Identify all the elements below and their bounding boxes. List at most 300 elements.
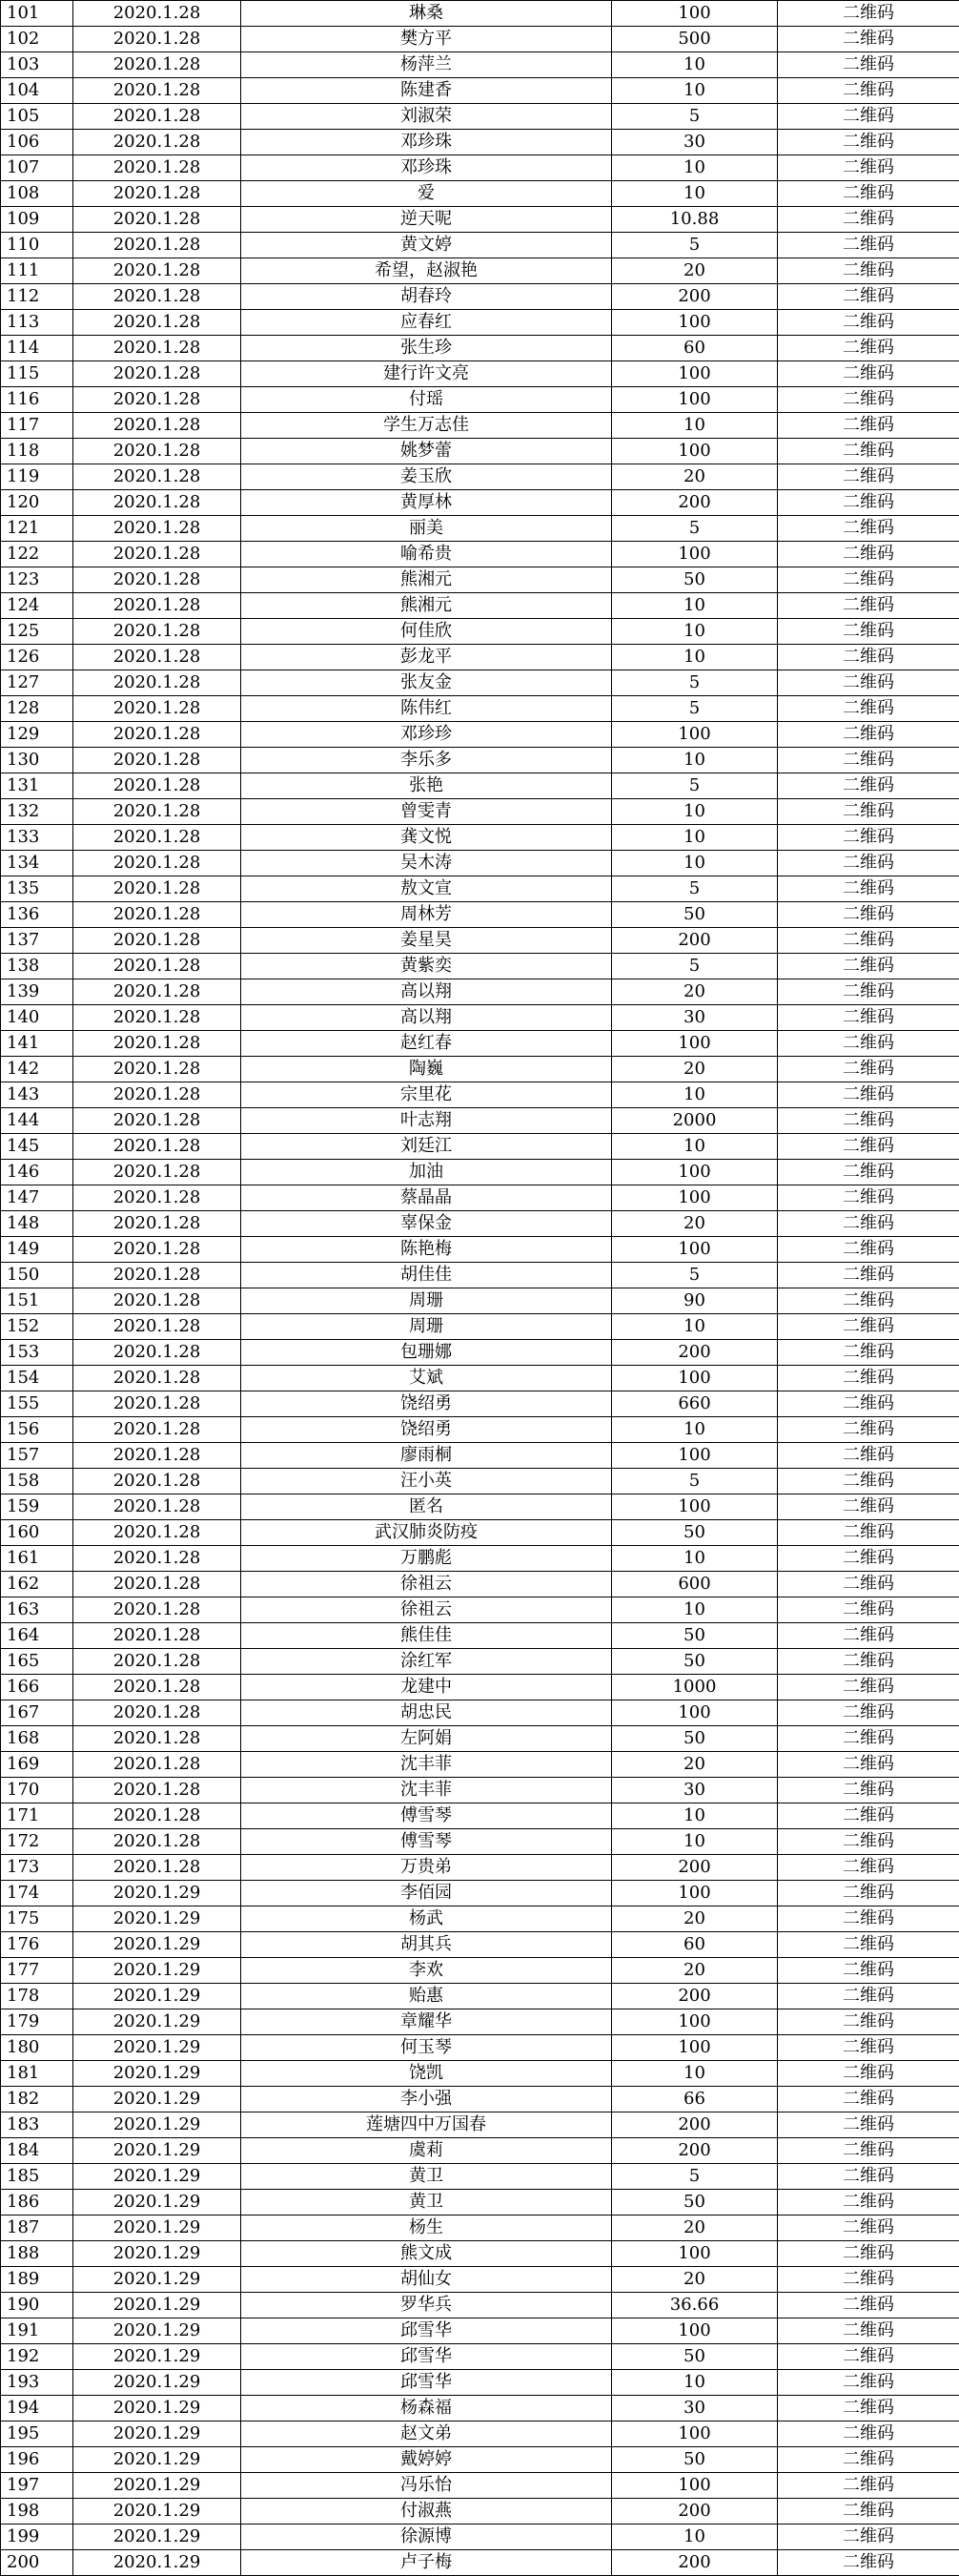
donation-amount: 5 [612,1263,778,1288]
donor-name: 邱雪华 [241,2370,612,2396]
donation-date: 2020.1.28 [73,1417,241,1443]
donation-amount: 5 [612,876,778,902]
table-row [1,181,959,207]
payment-method: 二维码 [778,1906,959,1932]
table-row [1,2447,959,2473]
payment-method: 二维码 [778,954,959,979]
table-row [1,2035,959,2061]
donation-amount: 10 [612,181,778,207]
donor-name: 赵文弟 [241,2421,612,2447]
payment-method: 二维码 [778,1881,959,1906]
donor-name: 胡佳佳 [241,1263,612,1288]
row-number: 102 [1,27,73,52]
donation-amount: 10 [612,851,778,876]
row-number: 118 [1,439,73,464]
donation-date: 2020.1.28 [73,1855,241,1881]
table-row [1,1237,959,1263]
donation-amount: 20 [612,258,778,284]
donation-date: 2020.1.28 [73,1237,241,1263]
table-row [1,361,959,387]
donation-amount: 660 [612,1391,778,1417]
row-number: 193 [1,2370,73,2396]
donation-amount: 100 [612,1031,778,1057]
donor-name: 包珊娜 [241,1340,612,1366]
donation-amount: 50 [612,1649,778,1675]
row-number: 138 [1,954,73,979]
donor-name: 邓珍珠 [241,155,612,181]
table-row [1,1984,959,2009]
donation-amount: 200 [612,284,778,310]
table-row [1,1623,959,1649]
row-number: 162 [1,1572,73,1597]
donor-name: 邓珍珍 [241,722,612,748]
donation-amount: 10 [612,1314,778,1340]
donation-amount: 5 [612,2164,778,2190]
row-number: 159 [1,1494,73,1520]
payment-method: 二维码 [778,439,959,464]
donation-date: 2020.1.28 [73,979,241,1005]
row-number: 170 [1,1778,73,1803]
donation-amount: 36.66 [612,2293,778,2318]
row-number: 156 [1,1417,73,1443]
donation-date: 2020.1.28 [73,181,241,207]
donation-date: 2020.1.28 [73,1597,241,1623]
donor-name: 熊湘元 [241,567,612,593]
donor-name: 罗华兵 [241,2293,612,2318]
donation-date: 2020.1.29 [73,2035,241,2061]
donation-date: 2020.1.29 [73,2061,241,2087]
table-row [1,928,959,954]
donation-date: 2020.1.29 [73,2009,241,2035]
donation-date: 2020.1.29 [73,2396,241,2421]
donor-name: 逆天呢 [241,207,612,233]
donation-date: 2020.1.28 [73,696,241,722]
row-number: 154 [1,1366,73,1391]
payment-method: 二维码 [778,1726,959,1752]
row-number: 157 [1,1443,73,1469]
donor-name: 姜星昊 [241,928,612,954]
donation-amount: 20 [612,1752,778,1778]
donation-amount: 30 [612,2396,778,2421]
donor-name: 莲塘四中万国春 [241,2112,612,2138]
table-row [1,1082,959,1108]
row-number: 128 [1,696,73,722]
payment-method: 二维码 [778,464,959,490]
payment-method: 二维码 [778,1237,959,1263]
payment-method: 二维码 [778,2318,959,2344]
donation-date: 2020.1.28 [73,516,241,542]
payment-method: 二维码 [778,181,959,207]
row-number: 163 [1,1597,73,1623]
donor-name: 赵红春 [241,1031,612,1057]
donor-name: 李欢 [241,1958,612,1984]
donor-name: 李佰园 [241,1881,612,1906]
row-number: 184 [1,2138,73,2164]
donor-name: 刘淑荣 [241,104,612,130]
row-number: 132 [1,799,73,825]
table-row [1,1546,959,1572]
row-number: 111 [1,258,73,284]
donation-amount: 100 [612,722,778,748]
payment-method: 二维码 [778,2447,959,2473]
donor-name: 陈建香 [241,78,612,104]
donor-name: 加油 [241,1160,612,1185]
donation-amount: 10 [612,1597,778,1623]
table-row [1,2164,959,2190]
donor-name: 宗里花 [241,1082,612,1108]
payment-method: 二维码 [778,1984,959,2009]
payment-method: 二维码 [778,696,959,722]
payment-method: 二维码 [778,2241,959,2267]
donation-amount: 5 [612,670,778,696]
payment-method: 二维码 [778,1572,959,1597]
table-row [1,207,959,233]
donation-amount: 100 [612,2318,778,2344]
donation-amount: 20 [612,1958,778,1984]
row-number: 172 [1,1829,73,1855]
donation-date: 2020.1.28 [73,1160,241,1185]
payment-method: 二维码 [778,722,959,748]
donor-name: 卢子梅 [241,2550,612,2576]
donation-date: 2020.1.28 [73,104,241,130]
donation-amount: 1000 [612,1675,778,1700]
donor-name: 胡其兵 [241,1932,612,1958]
payment-method: 二维码 [778,1160,959,1185]
table-row [1,1,959,27]
donation-date: 2020.1.28 [73,1366,241,1391]
table-row [1,1469,959,1494]
donation-date: 2020.1.28 [73,722,241,748]
donation-date: 2020.1.29 [73,2138,241,2164]
donor-name: 龙建中 [241,1675,612,1700]
donor-name: 彭龙平 [241,645,612,670]
row-number: 187 [1,2215,73,2241]
row-number: 198 [1,2499,73,2524]
donation-amount: 200 [612,490,778,516]
table-row [1,1160,959,1185]
donation-date: 2020.1.28 [73,1675,241,1700]
donation-amount: 200 [612,1855,778,1881]
donation-amount: 30 [612,1005,778,1031]
donation-date: 2020.1.29 [73,1984,241,2009]
row-number: 144 [1,1108,73,1134]
payment-method: 二维码 [778,104,959,130]
table-row [1,284,959,310]
table-row [1,439,959,464]
payment-method: 二维码 [778,1134,959,1160]
payment-method: 二维码 [778,773,959,799]
donation-date: 2020.1.28 [73,1340,241,1366]
table-row [1,2215,959,2241]
table-row [1,27,959,52]
table-row [1,1649,959,1675]
donation-amount: 200 [612,2550,778,2576]
donation-date: 2020.1.28 [73,130,241,155]
donor-name: 贻惠 [241,1984,612,2009]
donation-amount: 10 [612,645,778,670]
row-number: 113 [1,310,73,336]
donor-name: 沈丰菲 [241,1752,612,1778]
table-row [1,130,959,155]
donation-date: 2020.1.28 [73,773,241,799]
donation-date: 2020.1.28 [73,439,241,464]
donation-date: 2020.1.29 [73,2524,241,2550]
donation-amount: 20 [612,2215,778,2241]
table-row [1,1057,959,1082]
donor-name: 廖雨桐 [241,1443,612,1469]
donation-amount: 5 [612,954,778,979]
donation-date: 2020.1.28 [73,361,241,387]
row-number: 158 [1,1469,73,1494]
row-number: 150 [1,1263,73,1288]
donation-date: 2020.1.28 [73,1778,241,1803]
row-number: 145 [1,1134,73,1160]
row-number: 178 [1,1984,73,2009]
donation-date: 2020.1.28 [73,670,241,696]
donor-name: 姜玉欣 [241,464,612,490]
donation-amount: 10 [612,593,778,619]
row-number: 181 [1,2061,73,2087]
row-number: 107 [1,155,73,181]
donor-name: 爱 [241,181,612,207]
donation-amount: 10 [612,1829,778,1855]
donor-name: 张艳 [241,773,612,799]
donation-amount: 20 [612,1057,778,1082]
table-row [1,2370,959,2396]
row-number: 103 [1,52,73,78]
payment-method: 二维码 [778,1469,959,1494]
table-row [1,542,959,567]
table-row [1,1391,959,1417]
donation-date: 2020.1.28 [73,593,241,619]
row-number: 152 [1,1314,73,1340]
row-number: 151 [1,1288,73,1314]
donor-name: 戴婷婷 [241,2447,612,2473]
donor-name: 汪小英 [241,1469,612,1494]
row-number: 116 [1,387,73,413]
donation-date: 2020.1.29 [73,2499,241,2524]
donor-name: 徐祖云 [241,1597,612,1623]
donor-name: 饶绍勇 [241,1391,612,1417]
donation-amount: 66 [612,2087,778,2112]
donation-amount: 100 [612,1,778,27]
donation-date: 2020.1.29 [73,2293,241,2318]
donation-amount: 200 [612,2138,778,2164]
donor-name: 虞莉 [241,2138,612,2164]
table-row [1,2190,959,2215]
donor-name: 涂红军 [241,1649,612,1675]
table-row [1,593,959,619]
donation-amount: 100 [612,542,778,567]
donation-amount: 100 [612,2473,778,2499]
donor-name: 希望，赵淑艳 [241,258,612,284]
donor-name: 杨生 [241,2215,612,2241]
payment-method: 二维码 [778,2524,959,2550]
payment-method: 二维码 [778,1108,959,1134]
donation-amount: 10 [612,52,778,78]
donation-amount: 5 [612,696,778,722]
payment-method: 二维码 [778,1932,959,1958]
donation-date: 2020.1.28 [73,413,241,439]
donation-date: 2020.1.29 [73,1958,241,1984]
row-number: 186 [1,2190,73,2215]
donation-amount: 20 [612,979,778,1005]
donor-name: 饶凯 [241,2061,612,2087]
donation-date: 2020.1.28 [73,902,241,928]
table-row [1,1108,959,1134]
table-row [1,1494,959,1520]
payment-method: 二维码 [778,1340,959,1366]
table-row [1,52,959,78]
donation-amount: 100 [612,1700,778,1726]
table-row [1,1211,959,1237]
payment-method: 二维码 [778,1031,959,1057]
payment-method: 二维码 [778,1649,959,1675]
donation-date: 2020.1.28 [73,1546,241,1572]
donation-amount: 100 [612,1237,778,1263]
donation-amount: 100 [612,1160,778,1185]
row-number: 189 [1,2267,73,2293]
row-number: 119 [1,464,73,490]
donor-name: 蔡晶晶 [241,1185,612,1211]
table-row [1,851,959,876]
row-number: 175 [1,1906,73,1932]
donation-date: 2020.1.28 [73,387,241,413]
payment-method: 二维码 [778,1005,959,1031]
donation-amount: 200 [612,2499,778,2524]
donation-amount: 5 [612,1469,778,1494]
payment-method: 二维码 [778,258,959,284]
donation-date: 2020.1.28 [73,284,241,310]
payment-method: 二维码 [778,1185,959,1211]
payment-method: 二维码 [778,1082,959,1108]
row-number: 101 [1,1,73,27]
payment-method: 二维码 [778,2112,959,2138]
donation-amount: 20 [612,2267,778,2293]
table-row [1,645,959,670]
donation-amount: 50 [612,902,778,928]
table-row [1,2241,959,2267]
donation-amount: 50 [612,1623,778,1649]
payment-method: 二维码 [778,1675,959,1700]
donation-amount: 60 [612,336,778,361]
donation-amount: 100 [612,2421,778,2447]
row-number: 161 [1,1546,73,1572]
donation-amount: 10 [612,2524,778,2550]
payment-method: 二维码 [778,1700,959,1726]
table-row [1,567,959,593]
donor-name: 樊方平 [241,27,612,52]
donation-date: 2020.1.28 [73,1391,241,1417]
donor-name: 徐源博 [241,2524,612,2550]
donor-name: 陈艳梅 [241,1237,612,1263]
donation-amount: 30 [612,1778,778,1803]
donation-amount: 200 [612,2112,778,2138]
donor-name: 胡春玲 [241,284,612,310]
donation-amount: 30 [612,130,778,155]
payment-method: 二维码 [778,1520,959,1546]
table-row [1,336,959,361]
table-row [1,233,959,258]
donor-name: 傅雪琴 [241,1803,612,1829]
table-row [1,387,959,413]
donation-date: 2020.1.28 [73,645,241,670]
payment-method: 二维码 [778,1288,959,1314]
donation-amount: 100 [612,1366,778,1391]
donor-name: 饶绍勇 [241,1417,612,1443]
donor-name: 陶巍 [241,1057,612,1082]
donation-amount: 50 [612,2190,778,2215]
donation-date: 2020.1.29 [73,2241,241,2267]
donor-name: 杨森福 [241,2396,612,2421]
row-number: 139 [1,979,73,1005]
donation-date: 2020.1.28 [73,748,241,773]
donation-date: 2020.1.28 [73,155,241,181]
donation-date: 2020.1.28 [73,542,241,567]
donation-date: 2020.1.28 [73,1005,241,1031]
payment-method: 二维码 [778,1829,959,1855]
row-number: 117 [1,413,73,439]
donation-amount: 10 [612,1803,778,1829]
table-row [1,104,959,130]
row-number: 130 [1,748,73,773]
table-row [1,954,959,979]
row-number: 148 [1,1211,73,1237]
table-row [1,696,959,722]
payment-method: 二维码 [778,928,959,954]
row-number: 134 [1,851,73,876]
table-row [1,2421,959,2447]
table-row [1,1134,959,1160]
donor-name: 李乐多 [241,748,612,773]
donor-name: 万贵弟 [241,1855,612,1881]
row-number: 196 [1,2447,73,2473]
donation-date: 2020.1.28 [73,258,241,284]
donor-name: 张友金 [241,670,612,696]
donor-name: 冯乐怡 [241,2473,612,2499]
donation-amount: 50 [612,1726,778,1752]
donor-name: 辜保金 [241,1211,612,1237]
donation-date: 2020.1.28 [73,825,241,851]
donor-name: 黄厚林 [241,490,612,516]
donation-amount: 10 [612,1082,778,1108]
row-number: 129 [1,722,73,748]
payment-method: 二维码 [778,2215,959,2241]
table-row [1,413,959,439]
payment-method: 二维码 [778,2061,959,2087]
donation-date: 2020.1.28 [73,1082,241,1108]
donation-amount: 100 [612,2035,778,2061]
row-number: 121 [1,516,73,542]
donor-name: 周林芳 [241,902,612,928]
donor-name: 黄卫 [241,2164,612,2190]
donation-date: 2020.1.28 [73,207,241,233]
donation-amount: 5 [612,104,778,130]
table-row [1,773,959,799]
donation-amount: 100 [612,439,778,464]
payment-method: 二维码 [778,2499,959,2524]
payment-method: 二维码 [778,2190,959,2215]
payment-method: 二维码 [778,619,959,645]
payment-method: 二维码 [778,1623,959,1649]
row-number: 114 [1,336,73,361]
payment-method: 二维码 [778,645,959,670]
donation-amount: 5 [612,516,778,542]
donor-name: 邱雪华 [241,2344,612,2370]
payment-method: 二维码 [778,413,959,439]
payment-method: 二维码 [778,1211,959,1237]
donor-name: 邱雪华 [241,2318,612,2344]
